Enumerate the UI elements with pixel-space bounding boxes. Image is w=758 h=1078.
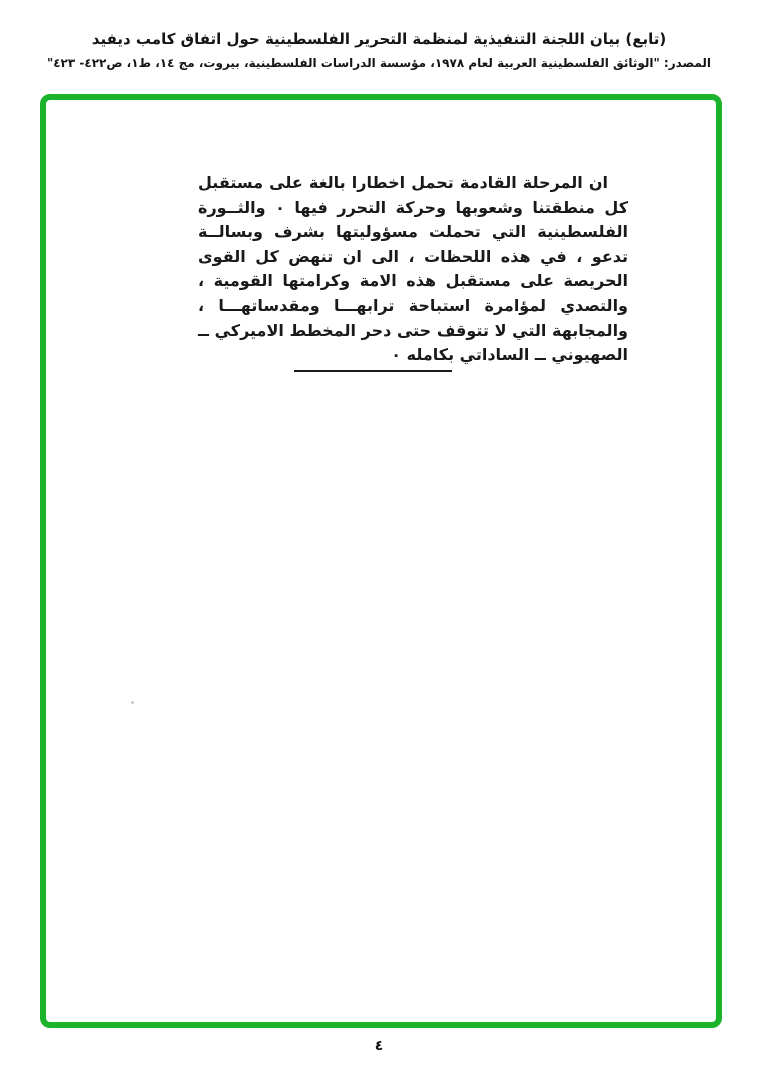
body-paragraph — [198, 171, 628, 368]
body-line: والمجابهة التي لا تتوقف حتى دحر المخطط الاميركي ــ — [198, 320, 628, 340]
body-line: كل منطقتنا وشعوبها وحركة التحرر فيها ٠ والثــورة — [198, 197, 628, 217]
document-header — [0, 30, 758, 70]
body-line: الصهيوني ــ الساداتي بكامله ٠ — [391, 345, 628, 365]
body-line: الحريصة على مستقبل هذه الامة وكرامتها القومية ، — [198, 271, 628, 291]
body-line: تدعو ، في هذه اللحظات ، الى ان تنهض كل القوى — [198, 246, 628, 266]
document-title: (تابع) بيان اللجنة التنفيذية لمنظمة التحرير الفلسطينية حول اتفاق كامب ديفيد — [91, 30, 667, 48]
body-line: ان المرحلة القادمة تحمل اخطارا بالغة على مستقبل — [198, 173, 608, 192]
body-line: الفلسطينية التي تحملت مسؤوليتها بشرف وبسالــة — [198, 222, 628, 242]
document-source-citation: المصدر: "الوثائق الفلسطينية العربية لعام ١٩٧٨، مؤسسة الدراسات الفلسطينية، بيروت، مج ١٤، ط١، ص٤٢٢- ٤٢٣" — [46, 56, 712, 70]
page-number: ٤ — [374, 1038, 384, 1054]
end-of-text-divider — [294, 370, 452, 372]
scan-speck-artifact — [131, 701, 134, 704]
body-line: والتصدي لمؤامرة استباحة ترابهـــا ومقدساتهـــا ، — [198, 295, 628, 315]
